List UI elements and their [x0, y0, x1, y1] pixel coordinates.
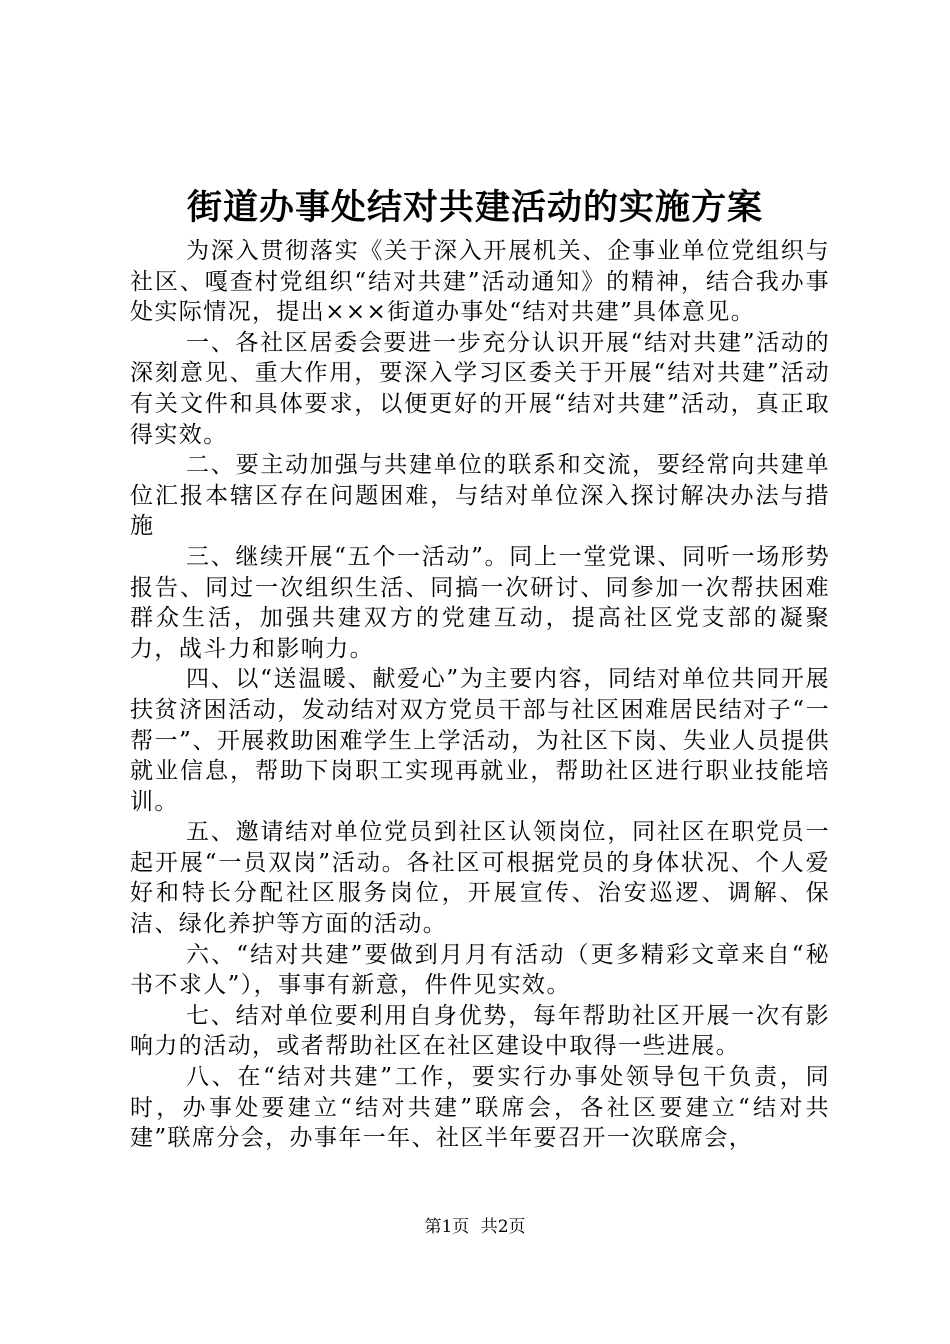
- paragraph-item-4: 四、以“送温暖、献爱心”为主要内容，同结对单位共同开展扶贫济困活动，发动结对双方党员干部与社区困难居民结对子“一帮一”、开展救助困难学生上学活动，为社区下岗、失业人员提供就业信息，帮助下岗职工实现再就业，帮助社区进行职业技能培训。: [130, 666, 830, 815]
- document-title: 街道办事处结对共建活动的实施方案: [186, 187, 763, 228]
- document-body: [130, 236, 830, 1154]
- paragraph-item-8: 八、在“结对共建”工作，要实行办事处领导包干负责，同时，办事处要建立“结对共建”联席会，各社区要建立“结对共建”联席分会，办事年一年、社区半年要召开一次联席会，: [130, 1064, 830, 1152]
- paragraph-item-7: 七、结对单位要利用自身优势，每年帮助社区开展一次有影响力的活动，或者帮助社区在社区建设中取得一些进展。: [130, 1002, 830, 1060]
- paragraph-item-2: 二、要主动加强与共建单位的联系和交流，要经常向共建单位汇报本辖区存在问题困难，与结对单位深入探讨解决办法与措施: [130, 452, 830, 540]
- paragraph-item-5: 五、邀请结对单位党员到社区认领岗位，同社区在职党员一起开展“一员双岗”活动。各社区可根据党员的身体状况、个人爱好和特长分配社区服务岗位，开展宣传、治安巡逻、调解、保洁、绿化养护等方面的活动。: [130, 819, 830, 938]
- page-number-total: 共2页: [480, 1217, 526, 1237]
- paragraph-item-1: 一、各社区居委会要进一步充分认识开展“结对共建”活动的深刻意见、重大作用，要深入学习区委关于开展“结对共建”活动有关文件和具体要求，以便更好的开展“结对共建”活动，真正取得实效。: [130, 329, 830, 448]
- paragraph-item-3: 三、继续开展“五个一活动”。同上一堂党课、同听一场形势报告、同过一次组织生活、同搞一次研讨、同参加一次帮扶困难群众生活，加强共建双方的党建互动，提高社区党支部的凝聚力，战斗力和影响力。: [130, 543, 830, 662]
- page-footer: [0, 1215, 950, 1239]
- paragraph-item-6: 六、“结对共建”要做到月月有活动（更多精彩文章来自“秘书不求人”），事事有新意，件件见实效。: [130, 941, 830, 999]
- paragraph-intro: 为深入贯彻落实《关于深入开展机关、企事业单位党组织与社区、嘎查村党组织“结对共建”活动通知》的精神，结合我办事处实际情况，提出×××街道办事处“结对共建”具体意见。: [130, 238, 830, 326]
- page-number-current: 第1页: [424, 1217, 470, 1237]
